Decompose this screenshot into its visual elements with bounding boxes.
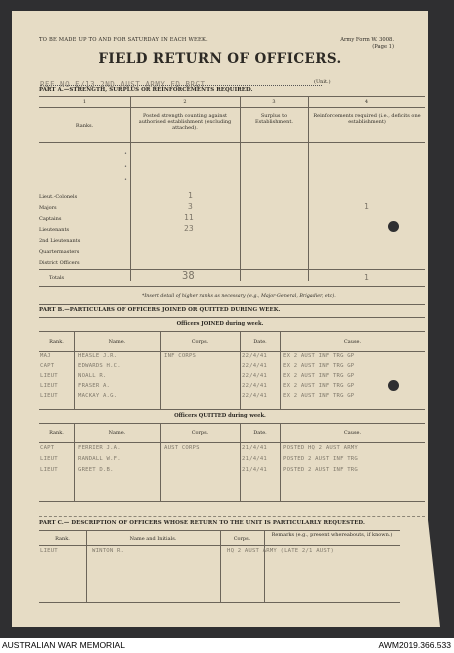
col-rank: Rank. <box>49 430 64 436</box>
footer-credit: AUSTRALIAN WAR MEMORIAL <box>2 640 125 650</box>
col-name: Name. <box>108 430 126 436</box>
quitted-title: Officers QUITTED during week. <box>174 413 266 419</box>
col-number-3: 3 <box>272 99 276 105</box>
rank-label: 2nd Lieutenants <box>39 238 81 244</box>
strength-value: 3 <box>188 202 193 211</box>
divider <box>39 269 425 270</box>
col-date: Date. <box>253 430 267 436</box>
divider <box>39 317 425 318</box>
rank-label: Majors <box>39 205 57 211</box>
col-cause: Cause. <box>343 339 362 345</box>
col-rank: Rank. <box>55 536 70 542</box>
footer-accession-number: AWM2019.366.533 <box>378 640 451 650</box>
col-rank: Rank. <box>49 339 64 345</box>
divider <box>39 286 425 287</box>
col-remarks: Remarks (e.g., present whereabouts, if known.) <box>271 532 393 538</box>
col-number-4: 4 <box>364 99 369 105</box>
divider <box>39 442 425 443</box>
rank-label: Lieutenants <box>39 227 70 233</box>
col-header-ranks: Ranks. <box>75 123 94 129</box>
col-number-1: 1 <box>82 99 87 105</box>
divider <box>39 304 425 305</box>
divider <box>39 96 425 97</box>
col-corps: Corps. <box>191 339 209 345</box>
divider <box>39 545 425 546</box>
divider <box>39 107 425 108</box>
strength-value: 11 <box>184 213 194 222</box>
column-line <box>130 96 131 281</box>
footnote: *Insert detail of higher ranks as necessary (e.g., Major-General, Brigadier, etc). <box>142 294 336 299</box>
part-a-heading: PART A.—STRENGTH, SURPLUS OR REINFORCEMENTS REQUIRED. <box>39 87 253 93</box>
weekly-instruction: TO BE MADE UP TO AND FOR SATURDAY IN EACH WEEK. <box>39 37 208 43</box>
divider <box>39 351 425 352</box>
col-number-2: 2 <box>183 99 187 105</box>
col-corps: Corps. <box>191 430 209 436</box>
divider <box>39 142 425 143</box>
paper-torn-corner <box>400 520 440 627</box>
footer-bar <box>0 638 454 653</box>
unit-field <box>40 72 322 89</box>
reinforcement-value: 1 <box>364 202 369 211</box>
army-form-number: Army Form W. 3008. (Page 1) <box>340 37 394 50</box>
col-name-initials: Name and Initials. <box>129 536 177 542</box>
divider <box>39 602 425 603</box>
col-header-surplus: Surplus to Establishment. <box>255 113 293 125</box>
divider <box>39 530 425 531</box>
joined-title: Officers JOINED during week. <box>176 321 264 327</box>
total-reinforcements: 1 <box>364 273 369 282</box>
divider <box>39 409 425 410</box>
part-b-heading: PART B.—PARTICULARS OF OFFICERS JOINED OR QUITTED DURING WEEK. <box>39 307 281 313</box>
col-header-posted-strength: Posted strength counting against authorised establishment (excluding attached). <box>138 113 232 131</box>
strength-value: 23 <box>184 224 194 233</box>
rank-label: Quartermasters <box>39 249 80 255</box>
punch-hole <box>388 380 399 391</box>
form-title: FIELD RETURN OF OFFICERS. <box>98 51 342 67</box>
field-return-form: TO BE MADE UP TO AND FOR SATURDAY IN EACH WEEK. Army Form W. 3008. (Page 1) FIELD RETURN OF OFFICERS. REF NO E/13 2ND AUST ARMY FD BRGT (Unit.) PART A.—STRENGTH, SURPLUS OR REINFORCEMENTS REQUIRED. 1 2 3 4 Ranks. Posted strength counting against authorised establishment (excluding attached). Surplus to Establishment. Reinforcements required (i.e., deficits one establishment) • • • Lieut.-Colonels Majors Captains Lieutenants 2nd Lieutenants Quartermasters District Officers 1 3 11 23 1 Totals 38 1 *Insert detail of higher ranks as necessary (e.g., Major-General, Brigadier, etc). PART B.—PARTICULARS OF OFFICERS JOINED OR QUITTED DURING WEEK. Officers JOINED during week. Rank. Name. Corps. Date. Cause. MAJ HEASLE J.R. INF CORPS 22/4/41 EX 2 AUST INF TRG GP CAPT EDWARDS H.C. 22/4/41 EX 2 AUST INF TRG GP LIEUT NOALL R. 22/4/41 EX 2 AUST INF TRG GP LIEUT FRASER A. 22/4/41 EX 2 AUST INF TRG GP LIEUT MACKAY A.G. 22/4/41 EX 2 AUST INF TRG GP Officers QUITTED during week. Rank. Name. Corps. Date. Cause. CAPT FERRIER J.A. AUST CORPS 21/4/41 POSTED HQ 2 AUST ARMY LIEUT RANDALL W.F. 21/4/41 POSTED 2 AUST INF TRG LIEUT GREET D.B. 21/4/41 POSTED 2 AUST INF TRG PART C.— DESCRIPTION OF OFFICERS WHOSE RETURN TO THE UNIT IS PARTICULARLY REQUESTED. Rank. Name and Initials. Corps. Remarks (e.g., present whereabouts, if known.) LIEUT WINTON R. HQ 2 AUST ARMY (LATE 2/1 AUST) <box>12 11 428 627</box>
divider <box>39 516 425 517</box>
col-date: Date. <box>253 339 267 345</box>
strength-value: 1 <box>188 191 193 200</box>
col-header-reinforcements: Reinforcements required (i.e., deficits one establishment) <box>313 113 421 125</box>
rank-label: District Officers <box>39 260 80 266</box>
divider <box>39 331 425 332</box>
unit-handwritten: REF NO E/13 2ND AUST ARMY FD BRGT <box>40 80 206 89</box>
divider <box>39 501 425 502</box>
divider <box>39 423 425 424</box>
col-name: Name. <box>108 339 126 345</box>
column-line <box>308 96 309 281</box>
rank-label: Captains <box>39 216 62 222</box>
column-line <box>240 96 241 281</box>
column-line <box>264 530 265 602</box>
punch-hole <box>388 221 399 232</box>
col-cause: Cause. <box>343 430 362 436</box>
rank-label: Lieut.-Colonels <box>39 194 78 200</box>
part-c-heading: PART C.— DESCRIPTION OF OFFICERS WHOSE RETURN TO THE UNIT IS PARTICULARLY REQUESTED. <box>39 520 365 526</box>
unit-label: (Unit.) <box>314 79 331 85</box>
total-strength: 38 <box>182 270 195 282</box>
col-corps: Corps. <box>233 536 251 542</box>
totals-label: Totals <box>49 275 65 281</box>
